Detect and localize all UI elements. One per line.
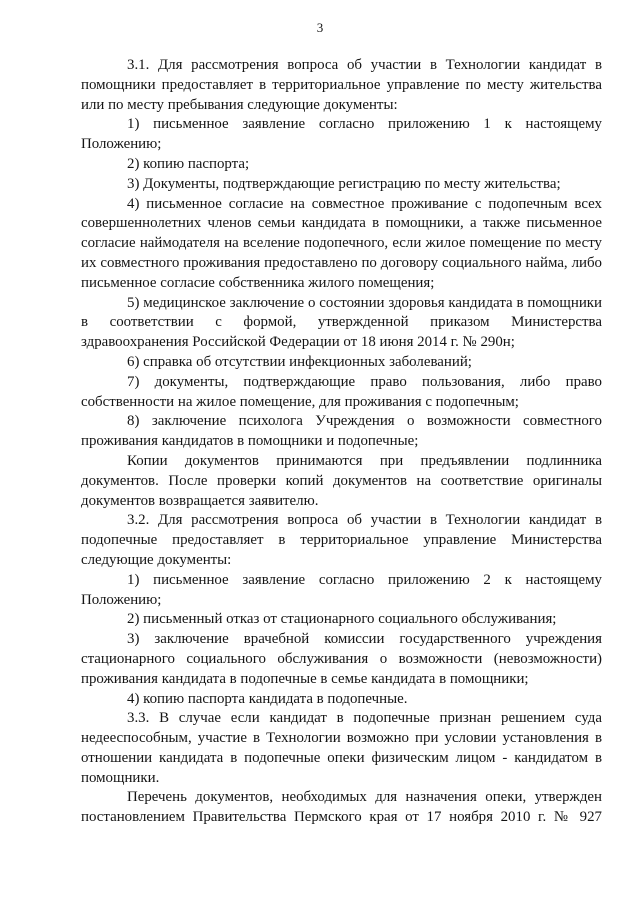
list-item-1-application-ward: 1) письменное заявление согласно приложению 2 к настоящему Положению;: [81, 571, 602, 608]
page-number: 3: [316, 20, 324, 35]
document-body: [81, 56, 602, 828]
list-item-2-refusal: 2) письменный отказ от стационарного социального обслуживания;: [127, 611, 557, 628]
list-item-7-housing: 7) документы, подтверждающие право пользования, либо право собственности на жилое помещение, для проживания с подопечным;: [81, 373, 602, 410]
paragraph-3-3: 3.3. В случае если кандидат в подопечные признан решением суда недееспособным, участие в Технологии возможно при условии установления в отношении кандидата в подопечные опеки физическим лицом - кандидатом в помощники.: [81, 710, 602, 786]
paragraph-3-2: 3.2. Для рассмотрения вопроса об участии в Технологии кандидат в подопечные предоставляет в территориальное управление Министерства следующие документы:: [81, 512, 602, 568]
list-item-8-psychologist: 8) заключение психолога Учреждения о возможности совместного проживания кандидатов в помощники и подопечные;: [81, 413, 602, 450]
list-item-4-consent: 4) письменное согласие на совместное проживание с подопечным всех совершеннолетних членов семьи кандидата в помощники, а также письменное согласие наймодателя на вселение подопечного, если жилое помещение по месту их совместного проживания предоставлено по договору социального найма, либо письменное согласие собственника жилого помещения;: [81, 195, 602, 291]
paragraph-copies: Копии документов принимаются при предъявлении подлинника документов. После проверки копий документов на соответствие оригиналы документов возвращается заявителю.: [81, 452, 602, 509]
list-item-5-medical: 5) медицинское заключение о состоянии здоровья кандидата в помощники в соответствии с формой, утвержденной приказом Министерства здравоохранения Российской Федерации от 18 июня 2014 г. № 290н;: [81, 294, 602, 351]
list-item-3-registration: 3) Документы, подтверждающие регистрацию по месту жительства;: [127, 175, 561, 192]
paragraph-3-1: 3.1. Для рассмотрения вопроса об участии в Технологии кандидат в помощники предоставляет в территориальное управление по месту жительства или по месту пребывания следующие документы:: [81, 57, 602, 113]
list-item-3-commission: 3) заключение врачебной комиссии государственного учреждения стационарного социального обслуживания о возможности (невозможности) проживания кандидата в подопечные в семье кандидата в помощники;: [81, 631, 602, 687]
list-item-6-certificate: 6) справка об отсутствии инфекционных заболеваний;: [127, 353, 472, 370]
list-item-1-application: 1) письменное заявление согласно приложению 1 к настоящему Положению;: [81, 116, 602, 153]
paragraph-guardianship-list: Перечень документов, необходимых для назначения опеки, утвержден постановлением Правительства Пермского края от 17 ноября 2010 г. № 927: [81, 789, 602, 826]
list-item-2-passport: 2) копию паспорта;: [127, 155, 250, 172]
list-item-4-passport-ward: 4) копию паспорта кандидата в подопечные.: [127, 690, 408, 707]
